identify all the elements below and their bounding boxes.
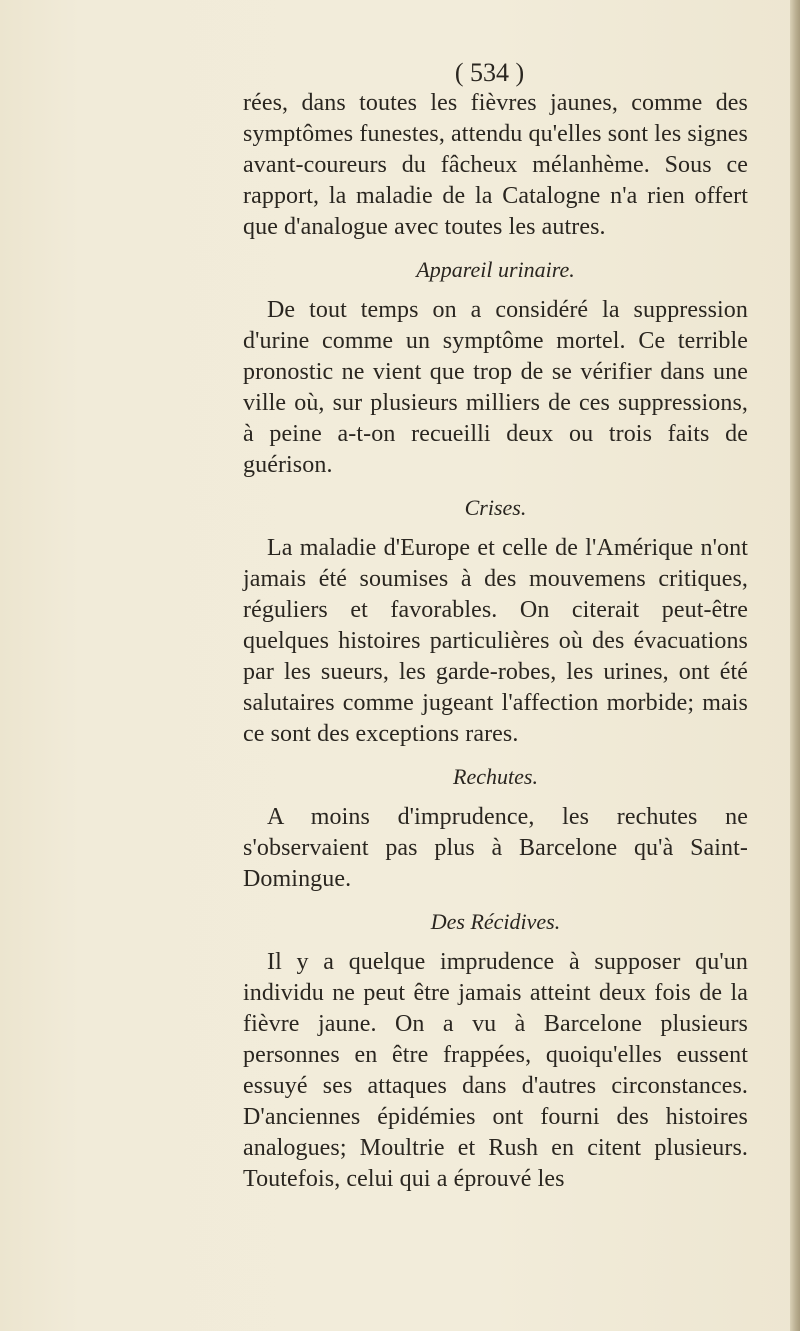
paragraph-suppression-urine: De tout temps on a considéré la suppression d'urine comme un symptôme mortel. Ce terrible pronostic ne vient que trop de se vérifier dans une ville où, sur plusieurs milliers de ces suppressions, à peine a-t-on recueilli deux ou trois faits de guérison. (243, 297, 748, 478)
text-column (243, 60, 748, 1195)
page-edge (790, 0, 800, 1331)
paragraph-recidives: Il y a quelque imprudence à supposer qu'un individu ne peut être jamais atteint deux fois de la fièvre jaune. On a vu à Barcelone plusieurs personnes en être frappées, quoiqu'elles eussent essuyé ses attaques dans d'autres circonstances. D'anciennes épidémies ont fourni des histoires analogues; Moultrie et Rush en citent plusieurs. Toutefois, celui qui a éprouvé les (243, 949, 748, 1192)
section-heading-rechutes: Rechutes. (453, 764, 538, 789)
section-heading-recidives: Des Récidives. (430, 909, 561, 934)
paragraph-rechutes: A moins d'imprudence, les rechutes ne s'observaient pas plus à Barcelone qu'à Saint-Domingue. (243, 804, 748, 892)
section-heading-appareil-urinaire: Appareil urinaire. (416, 257, 575, 282)
page-number: ( 534 ) (454, 58, 525, 87)
paragraph-crises: La maladie d'Europe et celle de l'Amérique n'ont jamais été soumises à des mouvemens critiques, réguliers et favorables. On citerait peut-être quelques histoires particulières où des évacuations par les sueurs, les garde-robes, les urines, ont été salutaires comme jugeant l'affection morbide; mais ce sont des exceptions rares. (243, 535, 748, 747)
section-heading-crises: Crises. (464, 495, 527, 520)
paragraph-continuation: rées, dans toutes les fièvres jaunes, comme des symptômes funestes, attendu qu'elles sont les signes avant-coureurs du fâcheux mélanhème. Sous ce rapport, la maladie de la Catalogne n'a rien offert que d'analogue avec toutes les autres. (243, 90, 748, 240)
